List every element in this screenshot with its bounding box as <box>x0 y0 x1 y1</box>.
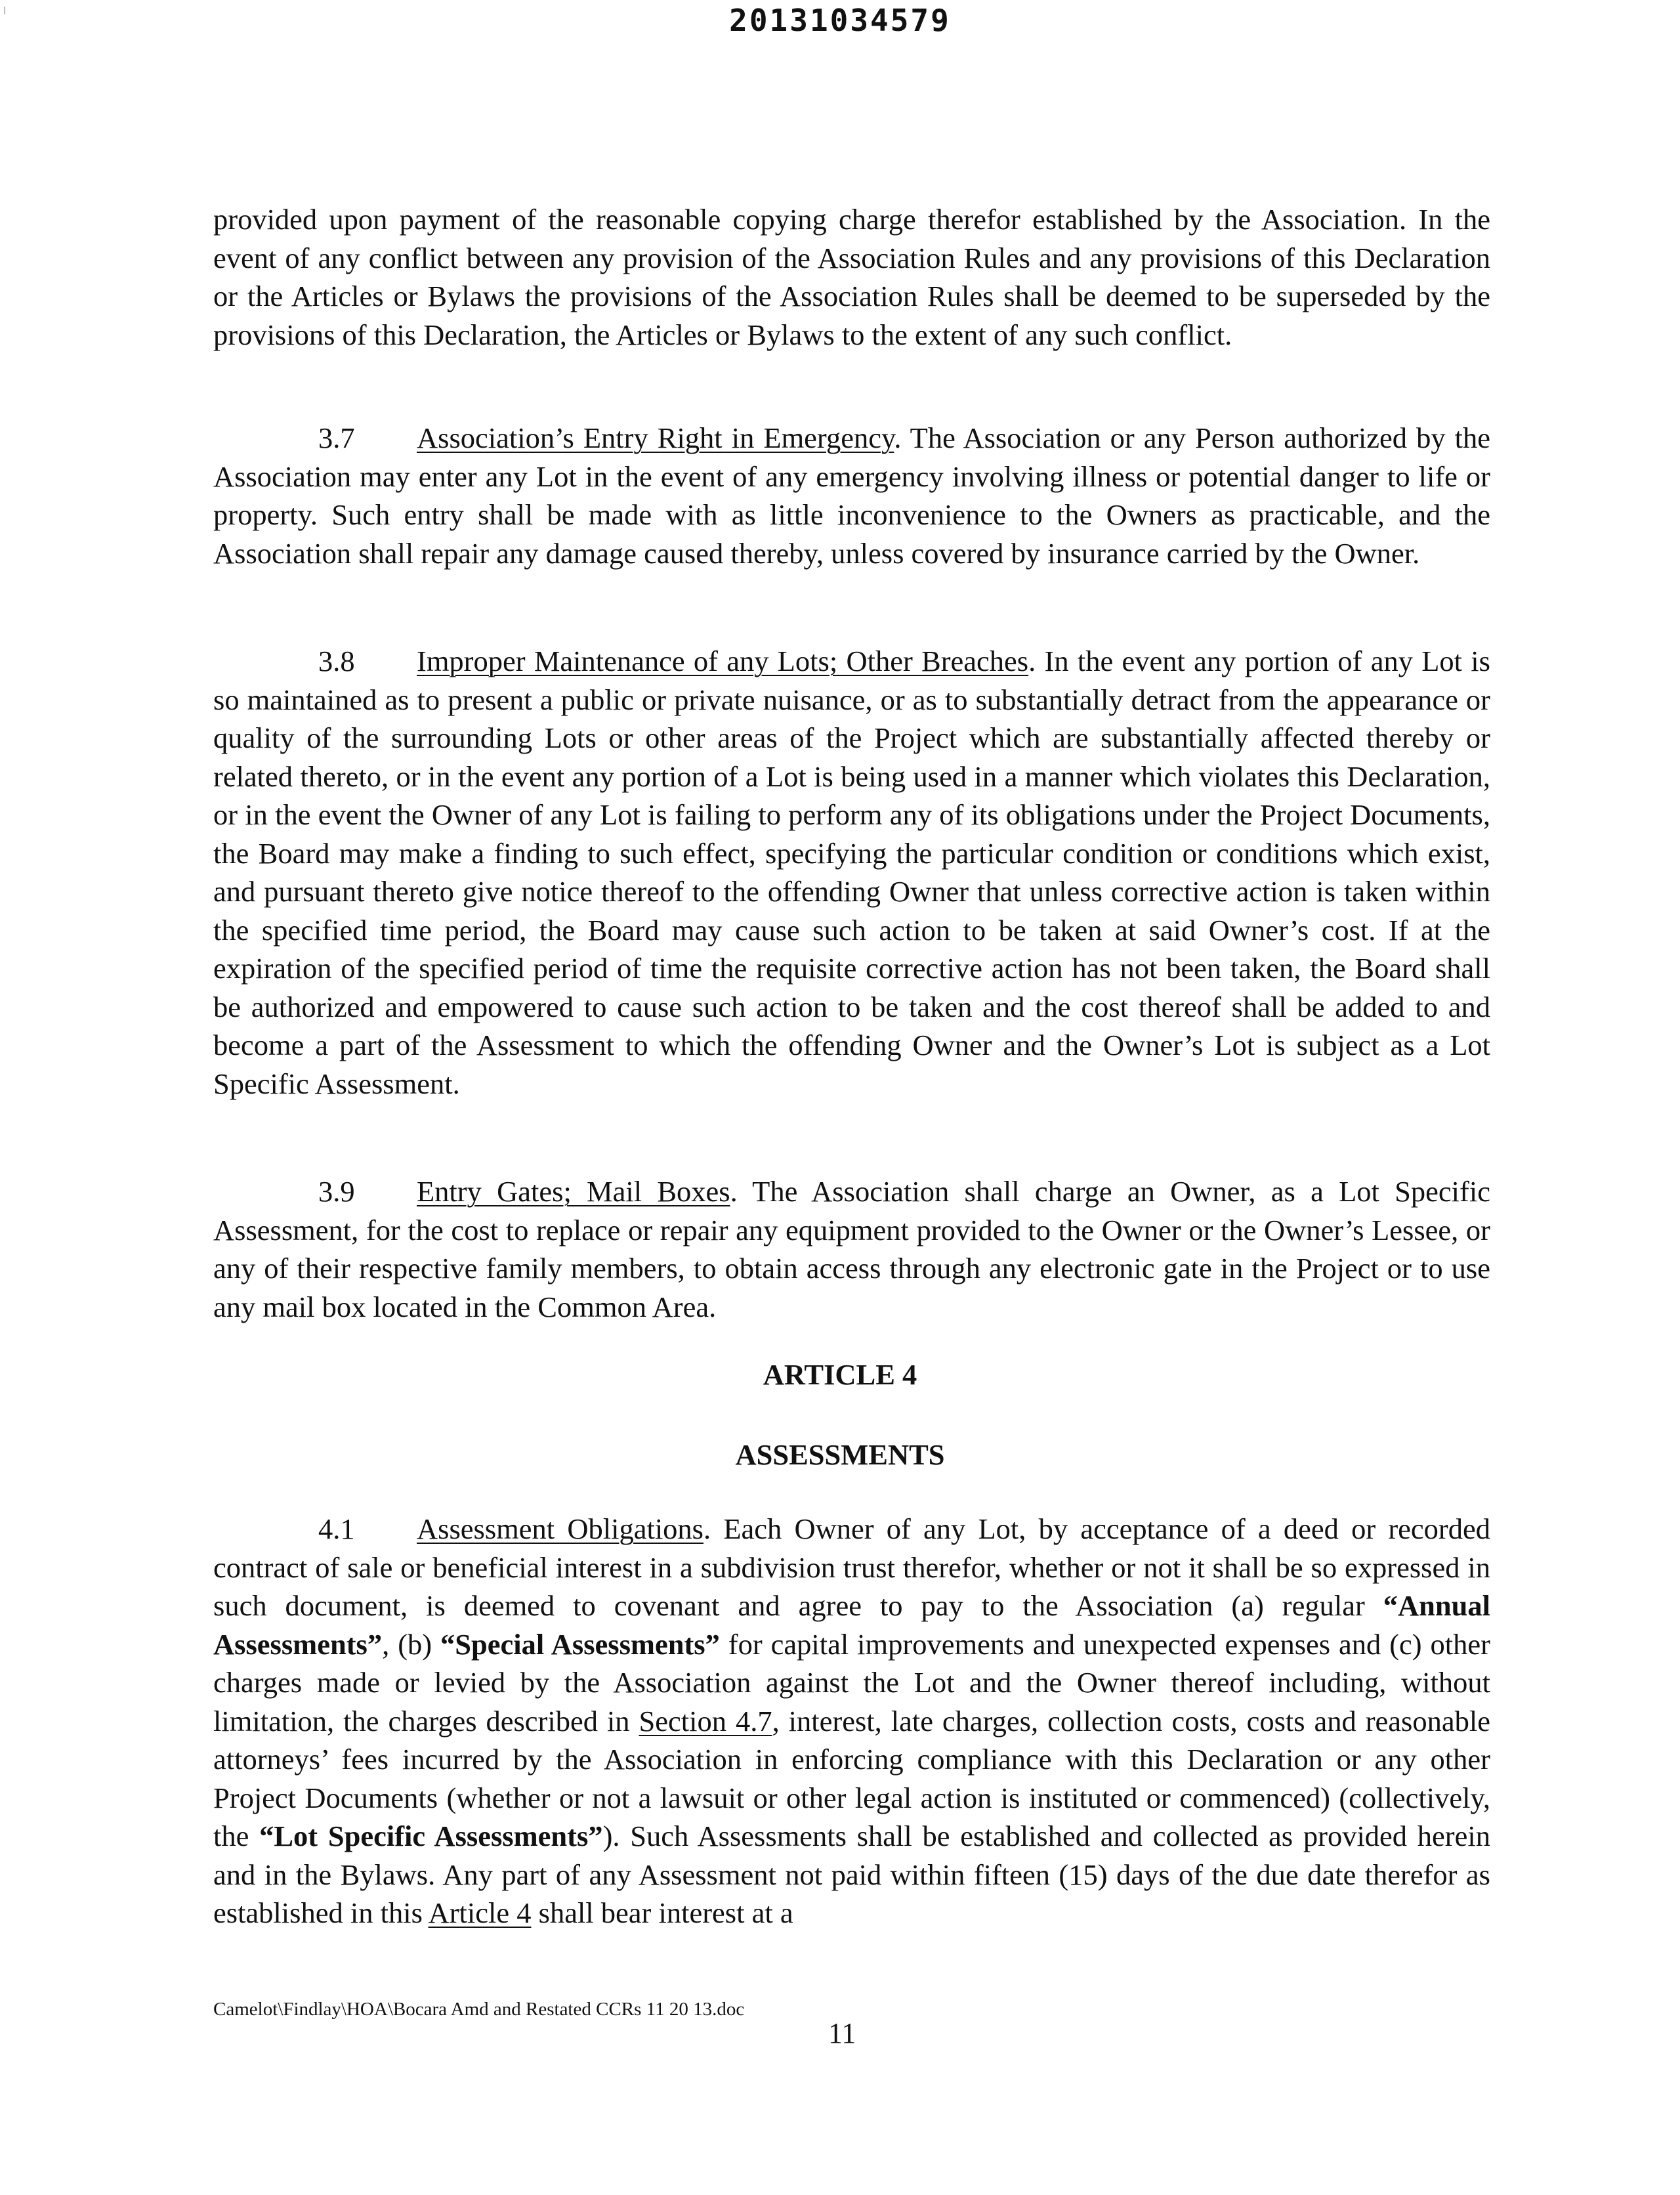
section-number: 4.1 <box>318 1512 355 1545</box>
defined-term-lot-specific: “Lot Specific Assessments” <box>259 1820 603 1852</box>
section-title: Assessment Obligations <box>417 1512 704 1545</box>
paragraph-continuation <box>213 200 1490 354</box>
section-3-9 <box>213 1172 1490 1326</box>
article-title: ASSESSMENTS <box>735 1438 945 1471</box>
section-title: Association’s Entry Right in Emergency <box>417 421 894 454</box>
section-text: . The Association or any Person authorized by the Association may enter any Lot in the event of any emergency involving illness or potential danger to life or property. Such entry shall be made with as little inconvenience to the Owners as practicable, and the Association shall repair any damage caused thereby, unless covered by insurance carried by the Owner. <box>213 421 1490 570</box>
section-text: ). Such Assessments shall be established and collected as provided herein and in the Bylaws. Any part of any Assessment not paid within fifteen (15) days of the due date therefor as established in this <box>213 1820 1490 1929</box>
section-text: shall bear interest at a <box>531 1896 793 1929</box>
section-number: 3.9 <box>318 1175 355 1208</box>
section-4-1 <box>213 1510 1490 1932</box>
recording-number: 20131034579 <box>729 3 951 38</box>
section-reference: Section 4.7 <box>639 1704 772 1737</box>
footer-file-path: Camelot\Findlay\HOA\Bocara Amd and Restated CCRs 11 20 13.doc <box>213 1999 745 2020</box>
section-number: 3.8 <box>318 645 355 677</box>
section-title: Entry Gates; Mail Boxes <box>417 1175 730 1208</box>
page-number: 11 <box>828 2017 856 2049</box>
article-heading: ARTICLE 4 <box>763 1358 917 1391</box>
section-text: . The Association shall charge an Owner, as a Lot Specific Assessment, for the cost to replace or repair any equipment provided to the Owner or the Owner’s Lessee, or any of their respective family members, to obtain access through any electronic gate in the Project or to use any mail box located in the Common Area. <box>213 1175 1490 1323</box>
defined-term-annual: “Annual Assessments” <box>213 1589 1490 1661</box>
section-title: Improper Maintenance of any Lots; Other Breaches <box>417 645 1029 677</box>
section-text: for capital improvements and unexpected expenses and (c) other charges made or levied by the Association against the Lot and the Owner thereof including, without limitation, the charges described in <box>213 1627 1490 1737</box>
defined-term-special: “Special Assessments” <box>440 1627 720 1661</box>
section-text: , (b) <box>382 1627 441 1661</box>
article-reference: Article 4 <box>428 1896 532 1929</box>
scan-mark <box>4 7 5 14</box>
paragraph-text: provided upon payment of the reasonable copying charge therefor established by the Association. In the event of any conflict between any provision of the Association Rules and any provisions of this Declaration or the Articles or Bylaws the provisions of the Association Rules shall be deemed to be superseded by the provisions of this Declaration, the Articles or Bylaws to the extent of any such conflict. <box>213 203 1490 351</box>
section-number: 3.7 <box>318 421 355 454</box>
section-text: . Each Owner of any Lot, by acceptance of a deed or recorded contract of sale or beneficial interest in a subdivision trust therefor, whether or not it shall be so expressed in such document, is deemed to covenant and agree to pay to the Association (a) regular <box>213 1512 1490 1622</box>
section-3-8 <box>213 642 1490 1103</box>
section-text: , interest, late charges, collection costs, costs and reasonable attorneys’ fees incurred by the Association in enforcing compliance with this Declaration or any other Project Documents (whether or not a lawsuit or other legal action is instituted or commenced) (collectively, the <box>213 1704 1490 1852</box>
section-3-7 <box>213 419 1490 572</box>
section-text: . In the event any portion of any Lot is so maintained as to present a public or private nuisance, or as to substantially detract from the appearance or quality of the surrounding Lots or other areas of the Project which are substantially affected thereby or related thereto, or in the event any portion of a Lot is being used in a manner which violates this Declaration, or in the event the Owner of any Lot is failing to perform any of its obligations under the Project Documents, the Board may make a finding to such effect, specifying the particular condition or conditions which exist, and pursuant thereto give notice thereof to the offending Owner that unless corrective action is taken within the specified time period, the Board may cause such action to be taken at said Owner’s cost. If at the expiration of the specified period of time the requisite corrective action has not been taken, the Board shall be authorized and empowered to cause such action to be taken and the cost thereof shall be added to and become a part of the Assessment to which the offending Owner and the Owner’s Lot is subject as a Lot Specific Assessment. <box>213 645 1490 1100</box>
